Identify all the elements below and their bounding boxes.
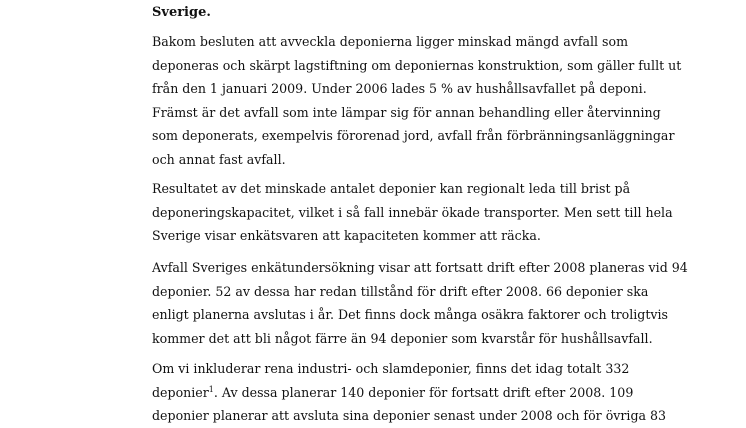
paragraph-line: deponier planerar att avsluta sina deponier senast under 2008 och för övriga 83 xyxy=(152,408,667,424)
paragraph-line: Bakom besluten att avveckla deponierna ligger minskad mängd avfall som xyxy=(152,34,629,49)
paragraph-line: deponeringskapacitet, vilket i så fall innebär ökade transporter. Men sett till hela xyxy=(152,204,673,220)
paragraph-3 xyxy=(152,256,688,350)
paragraph-line: kommer det att bli något färre än 94 deponier som kvarstår för hushållsavfall. xyxy=(152,330,653,346)
paragraph-line: från den 1 januari 2009. Under 2006 lades 5 % av hushållsavfallet på deponi. xyxy=(152,81,647,97)
paragraph-line: Avfall Sveriges enkätundersökning visar att fortsatt drift efter 2008 planeras vid 94 xyxy=(152,260,688,275)
paragraph-line-with-footnote xyxy=(152,381,666,405)
paragraph-1 xyxy=(152,30,681,172)
paragraph-line: Resultatet av det minskade antalet deponier kan regionalt leda till brist på xyxy=(152,181,631,196)
paragraph-line-rest: . Av dessa planerar 140 deponier för fortsatt drift efter 2008. 109 xyxy=(213,384,634,400)
paragraph-line: deponeras och skärpt lagstiftning om deponiernas konstruktion, som gäller fullt ut xyxy=(152,57,682,73)
paragraph-line: Sverige visar enkätsvaren att kapaciteten kommer att räcka. xyxy=(152,228,541,244)
section-heading-wrap xyxy=(152,1,211,24)
paragraph-line: deponier. 52 av dessa har redan tillstånd för drift efter 2008. 66 deponier ska xyxy=(152,283,649,299)
paragraph-line: enligt planerna avslutas i år. Det finns dock många osäkra faktorer och troligtvis xyxy=(152,307,669,323)
paragraph-line: som deponerats, exempelvis förorenad jord, avfall från förbränningsanläggningar xyxy=(152,128,675,144)
section-heading: Sverige. xyxy=(152,5,211,20)
footnote-anchor-text: deponier xyxy=(152,384,209,400)
footnote-marker[interactable]: 1 xyxy=(208,384,214,394)
paragraph-4 xyxy=(152,357,666,428)
paragraph-line: och annat fast avfall. xyxy=(152,151,286,167)
paragraph-line: Om vi inkluderar rena industri- och slamdeponier, finns det idag totalt 332 xyxy=(152,361,630,376)
paragraph-line: Främst är det avfall som inte lämpar sig för annan behandling eller återvinning xyxy=(152,104,661,120)
paragraph-2 xyxy=(152,177,673,248)
